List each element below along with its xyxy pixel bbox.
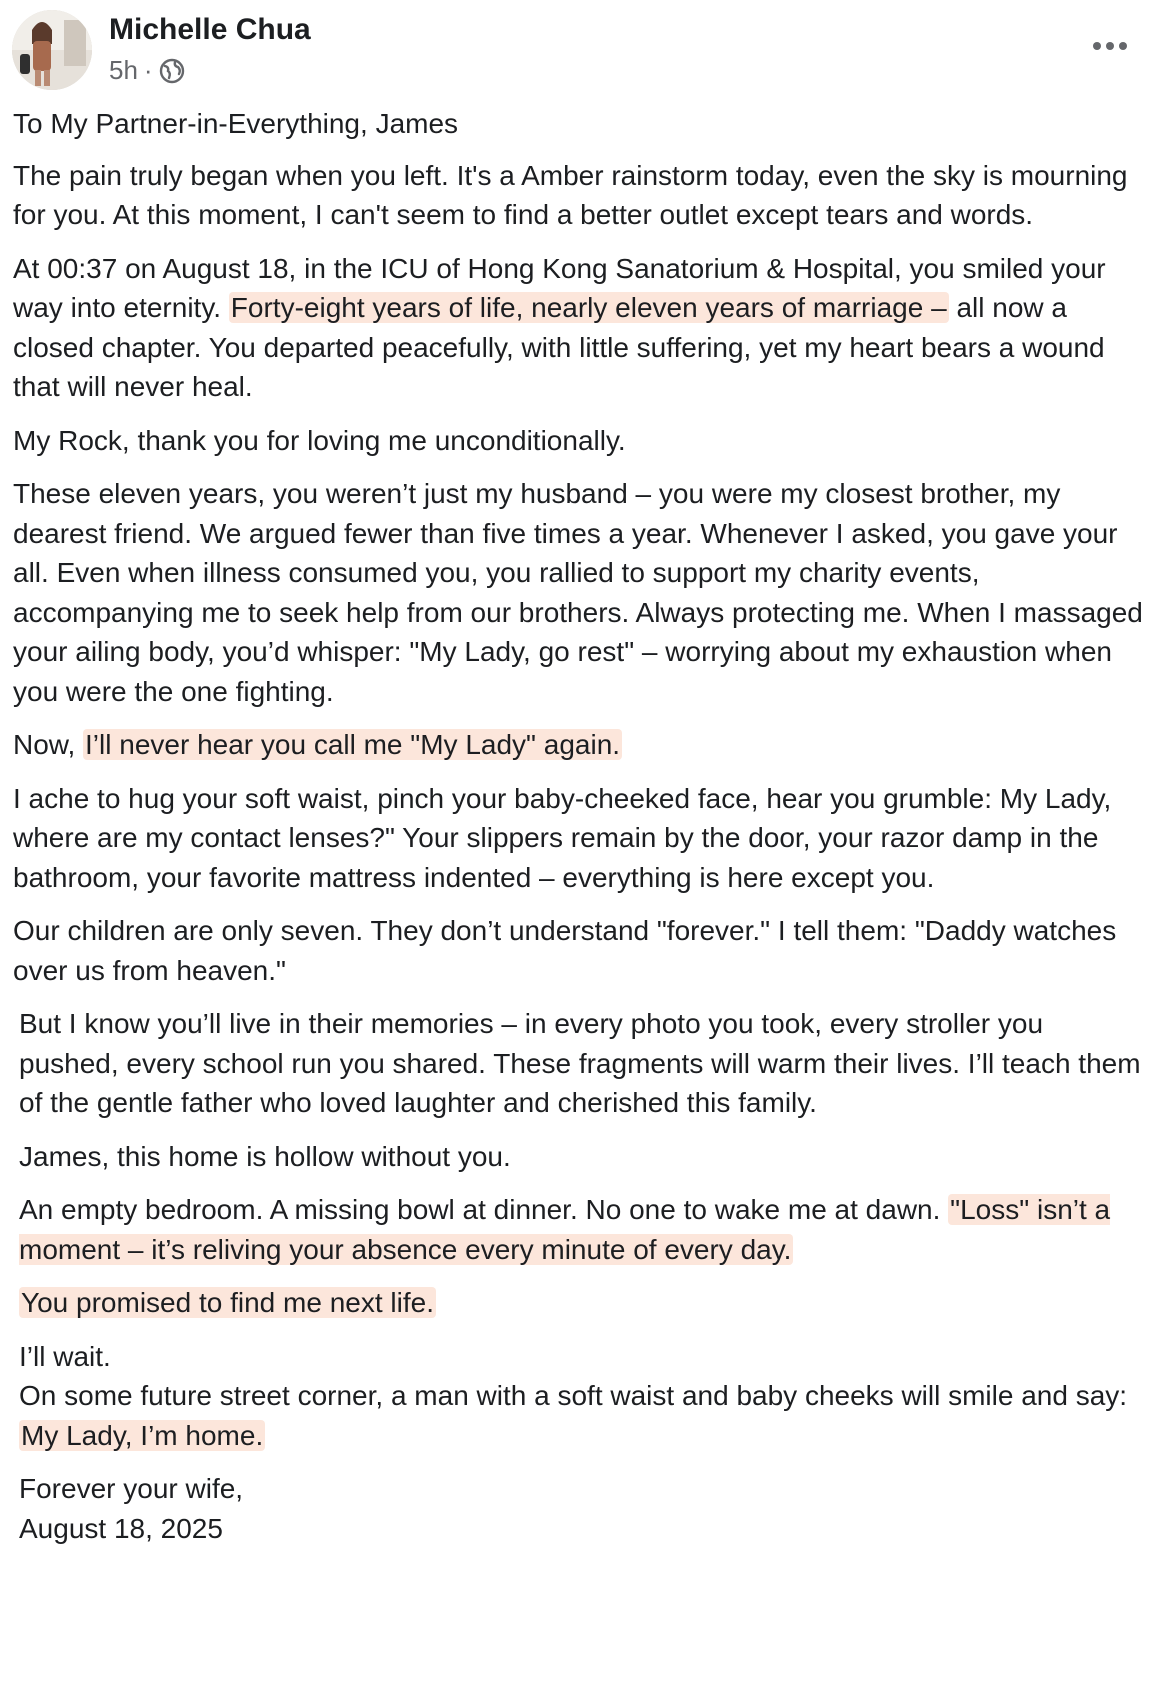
author-name[interactable]: Michelle Chua: [109, 13, 311, 46]
post-meta: [109, 52, 185, 88]
avatar-photo: [12, 10, 92, 90]
paragraph-9: James, this home is hollow without you.: [19, 1140, 511, 1172]
paragraph-10: [19, 1190, 1149, 1269]
paragraph-11: [19, 1283, 1149, 1323]
avatar[interactable]: [12, 10, 92, 90]
paragraph-2-text-b: all now a closed chapter. You departed peacefully, with little suffering, yet my heart bears a wound that will never heal.: [13, 292, 1105, 402]
highlighted-text: "Loss" isn’t a moment – it’s reliving your absence every minute of every day.: [19, 1194, 1111, 1265]
paragraph-2-text-a: At 00:37 on August 18, in the ICU of Hong Kong Sanatorium & Hospital, you smiled your way into eternity.: [13, 252, 1106, 323]
paragraph-1: The pain truly began when you left. It's a Amber rainstorm today, even the sky is mourning for you. At this moment, I can't seem to find a better outlet except tears and words.: [13, 159, 1128, 230]
paragraph-2: [13, 249, 1149, 407]
more-options-icon[interactable]: [1080, 26, 1140, 66]
paragraph-7: Our children are only seven. They don’t understand "forever." I tell them: "Daddy watches over us from heaven.": [13, 915, 1117, 986]
paragraph-6: I ache to hug your soft waist, pinch your baby-cheeked face, hear you grumble: My Lady, where are my contact lenses?" Your slippers remain by the door, your razor damp in the bathroom, your favorite mattress indented – everything is here except you.: [13, 782, 1112, 893]
paragraph-5-text-a: Now,: [13, 729, 84, 760]
highlighted-text: I’ll never hear you call me "My Lady" again.: [85, 729, 621, 760]
paragraph-4: These eleven years, you weren’t just my husband – you were my closest brother, my dearest friend. We argued fewer than five times a year. Whenever I asked, you gave your all. Even when illness consumed you, you rallied to support my charity events, accompanying me to seek help from our brothers. Always protecting me. When I massaged your ailing body, you’d whisper: "My Lady, go rest" – worrying about my exhaustion when you were the one fighting.: [13, 478, 1143, 707]
signature-date: August 18, 2025: [19, 1512, 223, 1544]
post-body: [13, 104, 1149, 1562]
globe-icon[interactable]: [159, 58, 185, 84]
highlighted-text: My Lady, I’m home.: [21, 1419, 264, 1451]
signature-line-1: Forever your wife,: [19, 1473, 244, 1504]
letter-heading: To My Partner-in-Everything, James: [13, 108, 459, 139]
highlighted-text: Forty-eight years of life, nearly eleven years of marriage –: [230, 292, 947, 323]
paragraph-8: But I know you’ll live in their memories – in every photo you took, every stroller you pushed, every school run you shared. These fragments will warm their lives. I’ll teach them of the gentle father who loved laughter and cherished this family.: [19, 1008, 1141, 1118]
paragraph-12-line-2: On some future street corner, a man with a soft waist and baby cheeks will smile and say:: [19, 1380, 1128, 1411]
paragraph-3: My Rock, thank you for loving me unconditionally.: [13, 424, 626, 456]
paragraph-12: [19, 1337, 1149, 1456]
highlighted-text: You promised to find me next life.: [21, 1287, 434, 1318]
post-time[interactable]: 5h: [109, 54, 138, 85]
meta-separator: ·: [143, 54, 153, 85]
signature: [19, 1469, 1149, 1548]
paragraph-10-text-a: An empty bedroom. A missing bowl at dinner. No one to wake me at dawn.: [19, 1194, 949, 1225]
paragraph-5: [13, 725, 1149, 765]
paragraph-12-line-1: I’ll wait.: [19, 1340, 111, 1372]
